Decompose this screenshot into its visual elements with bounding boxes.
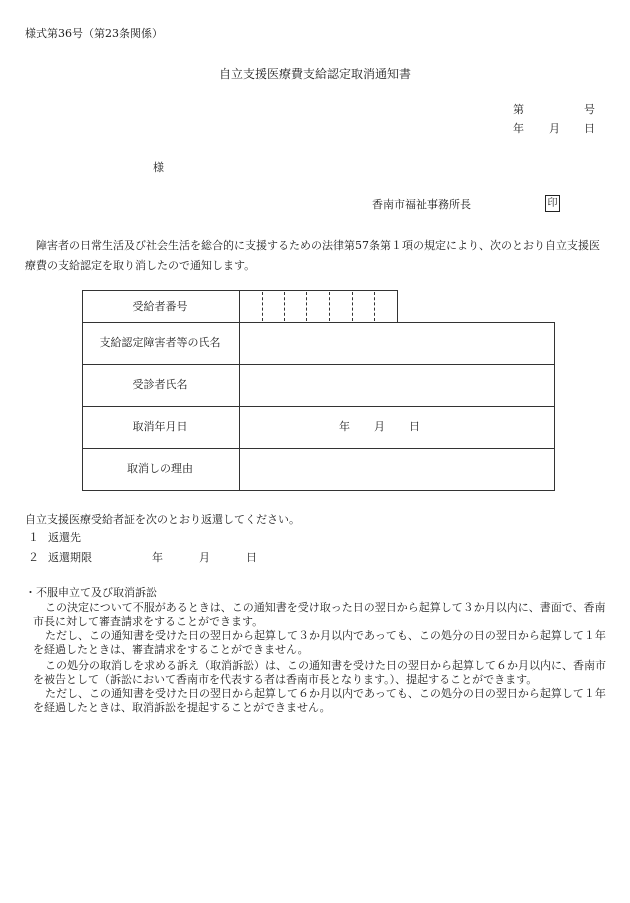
form-number: 様式第36号（第23条関係） [25,27,163,40]
table-row-line [82,448,555,449]
return-deadline-label: 返還期限 [48,551,92,564]
doc-number-prefix: 第 [513,103,524,116]
appeal-heading: ・不服申立て及び取消訴訟 [25,586,157,599]
appeal-paragraph: この決定について不服があるときは、この通知書を受け取った日の翌日から起算して３か月以内に、書面で、香南市長に対して審査請求をすることができます。 [33,601,606,628]
digit-separator [352,292,353,321]
table-row-line [82,406,555,407]
label-cancel-date: 取消年月日 [132,420,188,433]
return-item-number: ２ [28,551,39,564]
table-divider [239,290,240,323]
appeal-paragraph: この処分の取消しを求める訴え（取消訴訟）は、この通知書を受けた日の翌日から起算して６か月以内に、香南市を被告として（訴訟において香南市を代表する者は香南市長となります。）、提起することができます。 [33,659,606,686]
digit-separator [374,292,375,321]
date-year: 年 [513,122,524,135]
cancel-date-day: 日 [409,420,420,433]
issuer-name: 香南市福祉事務所長 [372,198,471,211]
date-day: 日 [584,122,595,135]
label-recipient-number: 受給者番号 [132,300,188,313]
return-item-number: １ [28,531,39,544]
digit-separator [329,292,330,321]
digit-separator [262,292,263,321]
label-cancel-reason: 取消しの理由 [127,462,193,475]
table-row-line [82,364,555,365]
date-month: 月 [549,122,560,135]
recipient-suffix: 様 [153,161,164,174]
label-patient-name: 受診者氏名 [132,378,188,391]
label-beneficiary-name: 支給認定障害者等の氏名 [99,336,221,349]
cancel-date-year: 年 [339,420,350,433]
appeal-paragraph: ただし、この通知書を受けた日の翌日から起算して６か月以内であっても、この処分の日の翌日から起算して１年を経過したときは、取消訴訟を提起することができません。 [33,687,606,714]
return-destination-label: 返還先 [48,531,81,544]
digit-separator [306,292,307,321]
seal-stamp: 印 [545,195,560,212]
return-deadline-month: 月 [199,551,210,564]
digit-separator [284,292,285,321]
doc-number-suffix: 号 [584,103,595,116]
return-deadline-day: 日 [246,551,257,564]
return-note: 自立支援医療受給者証を次のとおり返還してください。 [25,513,300,526]
intro-text: 障害者の日常生活及び社会生活を総合的に支援するための法律第57条第１項の規定により、次のとおり自立支援医療費の支給認定を取り消したので通知します。 [25,239,600,272]
cancel-date-month: 月 [374,420,385,433]
return-deadline-year: 年 [152,551,163,564]
document-title: 自立支援医療費支給認定取消通知書 [218,67,411,81]
appeal-paragraph: ただし、この通知書を受けた日の翌日から起算して３か月以内であっても、この処分の日の翌日から起算して１年を経過したときは、審査請求をすることができません。 [33,629,606,656]
